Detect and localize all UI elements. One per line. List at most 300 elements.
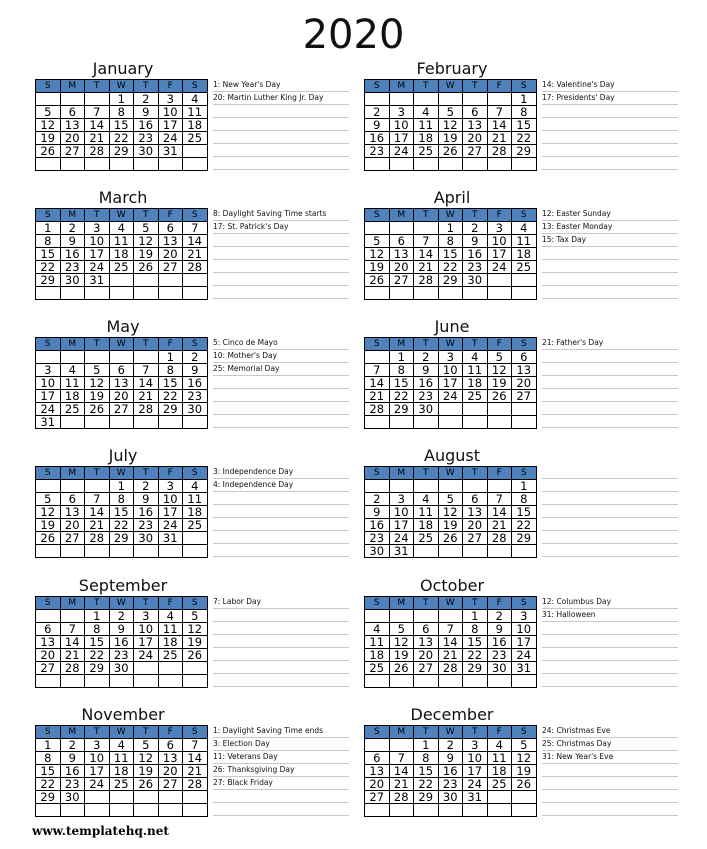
- week-row: [365, 778, 537, 791]
- holiday-line: [213, 376, 349, 389]
- day-cell: [512, 287, 537, 300]
- day-cell: 4: [183, 93, 208, 106]
- week-row: [365, 364, 537, 377]
- day-cell: 5: [438, 106, 463, 119]
- day-cell: 10: [389, 119, 414, 132]
- day-cell: 8: [158, 364, 183, 377]
- day-cell: 9: [60, 235, 85, 248]
- holiday-line: [213, 131, 349, 144]
- month-name: April: [433, 188, 471, 207]
- day-cell: 27: [463, 145, 488, 158]
- day-cell: 24: [389, 532, 414, 545]
- week-row: [365, 532, 537, 545]
- weekday-label: S: [365, 597, 390, 610]
- day-cell: 12: [438, 119, 463, 132]
- week-row: [365, 493, 537, 506]
- holiday-line: [213, 402, 349, 415]
- day-cell: 4: [512, 222, 537, 235]
- day-cell: 23: [487, 649, 512, 662]
- week-row: [365, 804, 537, 817]
- day-cell: 16: [134, 506, 159, 519]
- day-cell: [134, 675, 159, 688]
- month-april: [364, 189, 694, 311]
- week-row: [36, 364, 208, 377]
- weekday-header-row: [365, 597, 537, 610]
- day-cell: [512, 545, 537, 558]
- day-cell: [60, 351, 85, 364]
- day-cell: [438, 804, 463, 817]
- day-cell: 2: [463, 222, 488, 235]
- week-row: [36, 416, 208, 429]
- day-cell: 4: [487, 739, 512, 752]
- weekday-label: M: [389, 209, 414, 222]
- week-row: [365, 480, 537, 493]
- month-table: [35, 337, 208, 429]
- day-cell: 1: [158, 351, 183, 364]
- holiday-line: 21: Father's Day: [542, 337, 678, 350]
- day-cell: 19: [512, 765, 537, 778]
- day-cell: 4: [463, 351, 488, 364]
- day-cell: [389, 222, 414, 235]
- weekday-label: T: [85, 597, 110, 610]
- day-cell: [85, 480, 110, 493]
- day-cell: 21: [487, 132, 512, 145]
- day-cell: 3: [158, 480, 183, 493]
- holiday-line: [542, 518, 678, 531]
- week-row: [365, 765, 537, 778]
- weekday-label: M: [60, 597, 85, 610]
- day-cell: 14: [487, 119, 512, 132]
- day-cell: 3: [85, 222, 110, 235]
- weekday-label: S: [512, 597, 537, 610]
- day-cell: [60, 416, 85, 429]
- weekday-label: T: [414, 338, 439, 351]
- day-cell: 20: [365, 778, 390, 791]
- week-row: [365, 416, 537, 429]
- day-cell: 14: [183, 752, 208, 765]
- weekday-label: T: [85, 338, 110, 351]
- day-cell: 27: [60, 532, 85, 545]
- week-row: [36, 649, 208, 662]
- day-cell: 3: [85, 739, 110, 752]
- month-table: [364, 79, 537, 171]
- day-cell: 20: [414, 649, 439, 662]
- day-cell: [60, 93, 85, 106]
- holiday-line: 20: Martin Luther King Jr. Day: [213, 92, 349, 105]
- day-cell: [134, 804, 159, 817]
- day-cell: 14: [487, 506, 512, 519]
- day-cell: 4: [365, 623, 390, 636]
- week-row: [36, 145, 208, 158]
- month-table: [35, 596, 208, 688]
- holiday-list: [542, 79, 678, 170]
- day-cell: [85, 545, 110, 558]
- day-cell: 26: [438, 145, 463, 158]
- day-cell: 5: [36, 106, 61, 119]
- month-table: [35, 725, 208, 817]
- day-cell: 8: [109, 106, 134, 119]
- week-row: [36, 765, 208, 778]
- day-cell: 14: [85, 506, 110, 519]
- day-cell: [389, 675, 414, 688]
- day-cell: 17: [487, 248, 512, 261]
- day-cell: [487, 480, 512, 493]
- day-cell: [36, 675, 61, 688]
- day-cell: [463, 416, 488, 429]
- week-row: [36, 248, 208, 261]
- day-cell: 11: [109, 752, 134, 765]
- holiday-line: 31: New Year's Eve: [542, 751, 678, 764]
- day-cell: 10: [158, 106, 183, 119]
- day-cell: 22: [36, 778, 61, 791]
- holiday-line: [213, 157, 349, 170]
- day-cell: [109, 791, 134, 804]
- day-cell: 8: [414, 752, 439, 765]
- day-cell: 28: [389, 791, 414, 804]
- day-cell: 24: [438, 390, 463, 403]
- day-cell: [60, 675, 85, 688]
- day-cell: 3: [487, 222, 512, 235]
- day-cell: [158, 675, 183, 688]
- day-cell: [109, 158, 134, 171]
- day-cell: 1: [414, 739, 439, 752]
- day-cell: 19: [438, 132, 463, 145]
- day-cell: 21: [438, 649, 463, 662]
- holiday-line: [542, 415, 678, 428]
- day-cell: [85, 416, 110, 429]
- day-cell: 25: [183, 519, 208, 532]
- week-row: [36, 261, 208, 274]
- weekday-header-row: [365, 467, 537, 480]
- day-cell: 26: [183, 649, 208, 662]
- day-cell: 10: [463, 752, 488, 765]
- weekday-label: M: [60, 80, 85, 93]
- day-cell: 8: [463, 623, 488, 636]
- day-cell: 18: [512, 248, 537, 261]
- day-cell: 3: [134, 610, 159, 623]
- day-cell: 9: [134, 106, 159, 119]
- day-cell: 24: [158, 132, 183, 145]
- day-cell: 22: [85, 649, 110, 662]
- week-row: [36, 610, 208, 623]
- day-cell: [134, 158, 159, 171]
- day-cell: 13: [463, 119, 488, 132]
- day-cell: 7: [365, 364, 390, 377]
- weekday-label: S: [36, 597, 61, 610]
- day-cell: 12: [134, 235, 159, 248]
- day-cell: [389, 93, 414, 106]
- day-cell: [158, 662, 183, 675]
- day-cell: 4: [158, 610, 183, 623]
- day-cell: 13: [463, 506, 488, 519]
- day-cell: 14: [183, 235, 208, 248]
- holiday-line: 1: New Year's Day: [213, 79, 349, 92]
- day-cell: 17: [463, 765, 488, 778]
- day-cell: 29: [512, 145, 537, 158]
- day-cell: 28: [365, 403, 390, 416]
- weekday-label: W: [109, 80, 134, 93]
- weekday-label: S: [36, 338, 61, 351]
- day-cell: 25: [414, 532, 439, 545]
- weekday-label: M: [389, 726, 414, 739]
- day-cell: 7: [183, 222, 208, 235]
- day-cell: 28: [60, 662, 85, 675]
- weekday-label: F: [487, 209, 512, 222]
- day-cell: [438, 403, 463, 416]
- day-cell: [109, 351, 134, 364]
- day-cell: 30: [60, 791, 85, 804]
- month-table: [35, 466, 208, 558]
- weekday-label: T: [414, 726, 439, 739]
- day-cell: [487, 158, 512, 171]
- weekday-label: T: [463, 467, 488, 480]
- day-cell: 30: [109, 662, 134, 675]
- day-cell: 27: [414, 662, 439, 675]
- day-cell: [414, 804, 439, 817]
- week-row: [365, 287, 537, 300]
- holiday-line: [542, 118, 678, 131]
- weekday-label: F: [158, 726, 183, 739]
- day-cell: [414, 158, 439, 171]
- weekday-label: W: [109, 597, 134, 610]
- day-cell: 21: [389, 778, 414, 791]
- holiday-line: [542, 105, 678, 118]
- day-cell: 28: [183, 261, 208, 274]
- day-cell: 21: [85, 132, 110, 145]
- day-cell: 6: [389, 235, 414, 248]
- month-october: [364, 577, 694, 699]
- day-cell: 31: [389, 545, 414, 558]
- weekday-label: F: [487, 80, 512, 93]
- week-row: [365, 222, 537, 235]
- day-cell: 6: [36, 623, 61, 636]
- day-cell: 17: [85, 248, 110, 261]
- weekday-label: S: [183, 80, 208, 93]
- day-cell: 12: [487, 364, 512, 377]
- day-cell: [85, 351, 110, 364]
- day-cell: 23: [414, 390, 439, 403]
- holiday-line: 13: Easter Monday: [542, 221, 678, 234]
- day-cell: 29: [36, 274, 61, 287]
- day-cell: 1: [109, 480, 134, 493]
- day-cell: 16: [60, 765, 85, 778]
- day-cell: 15: [36, 248, 61, 261]
- day-cell: 15: [85, 636, 110, 649]
- day-cell: 2: [438, 739, 463, 752]
- day-cell: [365, 610, 390, 623]
- holiday-line: [542, 376, 678, 389]
- holiday-line: [213, 635, 349, 648]
- holiday-line: 25: Christmas Day: [542, 738, 678, 751]
- weekday-label: S: [512, 467, 537, 480]
- day-cell: 11: [158, 623, 183, 636]
- day-cell: 7: [85, 493, 110, 506]
- holiday-line: 24: Christmas Eve: [542, 725, 678, 738]
- day-cell: 12: [389, 636, 414, 649]
- day-cell: 9: [463, 235, 488, 248]
- day-cell: 26: [134, 261, 159, 274]
- day-cell: [389, 739, 414, 752]
- weekday-label: T: [134, 209, 159, 222]
- day-cell: 17: [438, 377, 463, 390]
- weekday-label: W: [109, 338, 134, 351]
- weekday-label: W: [438, 338, 463, 351]
- day-cell: 18: [365, 649, 390, 662]
- week-row: [365, 235, 537, 248]
- day-cell: [389, 610, 414, 623]
- day-cell: 20: [512, 377, 537, 390]
- day-cell: [85, 804, 110, 817]
- holiday-line: [213, 622, 349, 635]
- day-cell: 17: [85, 765, 110, 778]
- day-cell: 10: [438, 364, 463, 377]
- weekday-label: S: [512, 338, 537, 351]
- day-cell: 18: [414, 519, 439, 532]
- day-cell: 28: [85, 532, 110, 545]
- day-cell: 5: [389, 623, 414, 636]
- day-cell: [365, 222, 390, 235]
- day-cell: 26: [36, 145, 61, 158]
- holiday-line: [213, 531, 349, 544]
- week-row: [36, 804, 208, 817]
- day-cell: 26: [134, 778, 159, 791]
- month-january: [35, 60, 365, 182]
- day-cell: 2: [134, 93, 159, 106]
- day-cell: [85, 791, 110, 804]
- day-cell: [414, 480, 439, 493]
- day-cell: [60, 287, 85, 300]
- weekday-label: S: [183, 209, 208, 222]
- day-cell: 2: [414, 351, 439, 364]
- weekday-label: T: [463, 597, 488, 610]
- weekday-label: T: [463, 80, 488, 93]
- day-cell: 23: [365, 145, 390, 158]
- holiday-line: [213, 518, 349, 531]
- day-cell: 28: [134, 403, 159, 416]
- weekday-label: S: [512, 209, 537, 222]
- day-cell: [134, 287, 159, 300]
- holiday-line: [213, 389, 349, 402]
- day-cell: [487, 287, 512, 300]
- month-july: [35, 447, 365, 569]
- day-cell: [158, 274, 183, 287]
- day-cell: [365, 351, 390, 364]
- day-cell: 1: [389, 351, 414, 364]
- day-cell: 27: [365, 791, 390, 804]
- holiday-line: 4: Independence Day: [213, 479, 349, 492]
- day-cell: [512, 675, 537, 688]
- day-cell: [36, 287, 61, 300]
- weekday-label: F: [158, 338, 183, 351]
- holiday-line: [542, 622, 678, 635]
- day-cell: 12: [85, 377, 110, 390]
- day-cell: [183, 791, 208, 804]
- day-cell: 16: [365, 519, 390, 532]
- day-cell: 23: [463, 261, 488, 274]
- day-cell: 26: [85, 403, 110, 416]
- day-cell: [414, 222, 439, 235]
- day-cell: 2: [109, 610, 134, 623]
- day-cell: 1: [36, 739, 61, 752]
- day-cell: 29: [438, 274, 463, 287]
- day-cell: 13: [109, 377, 134, 390]
- day-cell: [85, 675, 110, 688]
- day-cell: [365, 93, 390, 106]
- day-cell: 25: [365, 662, 390, 675]
- holiday-list: [213, 596, 349, 687]
- holiday-line: [213, 415, 349, 428]
- week-row: [36, 222, 208, 235]
- weekday-label: S: [183, 338, 208, 351]
- day-cell: 27: [60, 145, 85, 158]
- holiday-line: [542, 635, 678, 648]
- day-cell: 27: [109, 403, 134, 416]
- week-row: [365, 132, 537, 145]
- holiday-line: [542, 157, 678, 170]
- holiday-line: [213, 492, 349, 505]
- holiday-line: 17: Presidents' Day: [542, 92, 678, 105]
- day-cell: 24: [85, 778, 110, 791]
- day-cell: 3: [158, 93, 183, 106]
- day-cell: 10: [487, 235, 512, 248]
- day-cell: 21: [183, 765, 208, 778]
- month-table: [35, 208, 208, 300]
- day-cell: [414, 675, 439, 688]
- week-row: [365, 145, 537, 158]
- day-cell: 28: [414, 274, 439, 287]
- weekday-label: S: [183, 597, 208, 610]
- day-cell: 16: [463, 248, 488, 261]
- day-cell: 6: [60, 493, 85, 506]
- day-cell: 16: [109, 636, 134, 649]
- month-name: March: [98, 188, 148, 207]
- day-cell: [438, 287, 463, 300]
- holiday-line: [542, 648, 678, 661]
- day-cell: 17: [512, 636, 537, 649]
- day-cell: [463, 545, 488, 558]
- day-cell: 6: [414, 623, 439, 636]
- day-cell: 7: [438, 623, 463, 636]
- day-cell: [365, 416, 390, 429]
- weekday-label: F: [487, 467, 512, 480]
- weekday-header-row: [365, 80, 537, 93]
- holiday-line: 8: Daylight Saving Time starts: [213, 208, 349, 221]
- day-cell: 7: [487, 493, 512, 506]
- holiday-line: [213, 544, 349, 557]
- day-cell: [438, 416, 463, 429]
- day-cell: 29: [389, 403, 414, 416]
- day-cell: [183, 532, 208, 545]
- day-cell: 18: [487, 765, 512, 778]
- holiday-list: [213, 466, 349, 557]
- day-cell: 20: [158, 765, 183, 778]
- day-cell: 24: [487, 261, 512, 274]
- day-cell: 10: [85, 752, 110, 765]
- day-cell: 2: [60, 739, 85, 752]
- weekday-label: T: [463, 209, 488, 222]
- weekday-label: S: [365, 209, 390, 222]
- day-cell: 17: [389, 132, 414, 145]
- day-cell: 12: [438, 506, 463, 519]
- month-name: June: [434, 317, 470, 336]
- day-cell: 5: [36, 493, 61, 506]
- day-cell: [389, 287, 414, 300]
- day-cell: 16: [365, 132, 390, 145]
- day-cell: 5: [512, 739, 537, 752]
- day-cell: 29: [512, 532, 537, 545]
- day-cell: 31: [85, 274, 110, 287]
- day-cell: [109, 287, 134, 300]
